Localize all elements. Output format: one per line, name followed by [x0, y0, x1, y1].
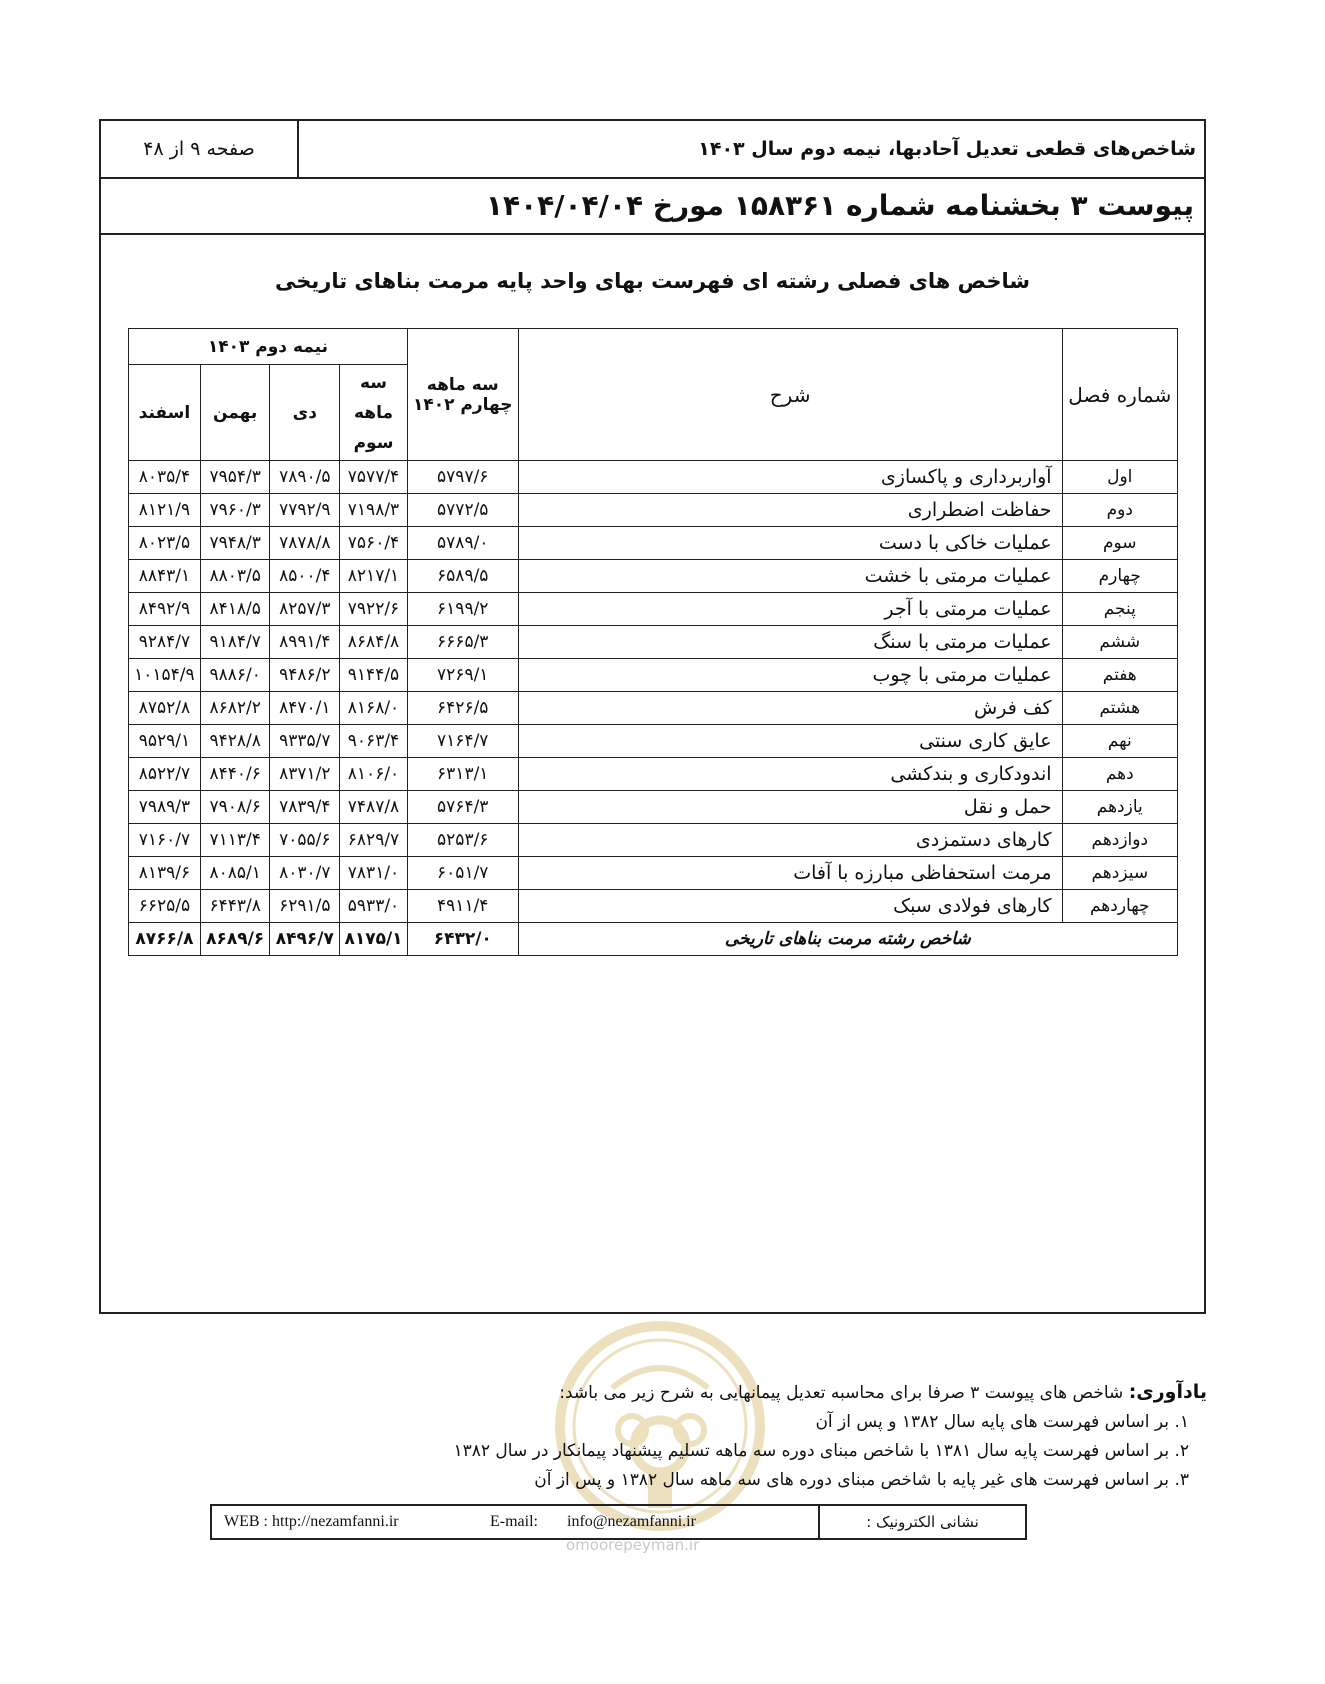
dey-cell: ۶۲۹۱/۵	[270, 890, 340, 923]
esfand-cell: ۸۱۳۹/۶	[129, 857, 201, 890]
esfand-cell: ۸۴۹۲/۹	[129, 593, 201, 626]
chapter-cell: پنجم	[1062, 593, 1177, 626]
reminder-lead	[207, 1378, 1207, 1408]
bahman-cell: ۶۴۴۳/۸	[200, 890, 270, 923]
esfand-cell: ۱۰۱۵۴/۹	[129, 659, 201, 692]
total-esfand-cell: ۸۷۶۶/۸	[129, 923, 201, 956]
dey-cell: ۸۴۷۰/۱	[270, 692, 340, 725]
reminder-item: ۱. بر اساس فهرست های پایه سال ۱۳۸۲ و پس از آن	[815, 1412, 1189, 1432]
chapter-cell: سیزدهم	[1062, 857, 1177, 890]
bahman-cell: ۷۹۰۸/۶	[200, 791, 270, 824]
q3-cell: ۷۵۷۷/۴	[340, 461, 408, 494]
esfand-cell: ۸۷۵۲/۸	[129, 692, 201, 725]
description-cell: حمل و نقل	[518, 791, 1062, 824]
description-cell: کارهای دستمزدی	[518, 824, 1062, 857]
q4-1402-cell: ۵۷۸۹/۰	[407, 527, 518, 560]
table-row	[129, 659, 1178, 692]
description-cell: اندودکاری و بندکشی	[518, 758, 1062, 791]
dey-cell: ۸۳۷۱/۲	[270, 758, 340, 791]
description-cell: حفاظت اضطراری	[518, 494, 1062, 527]
contact-footer	[210, 1504, 1027, 1540]
reminder-label: یادآوری:	[1128, 1381, 1207, 1403]
q3-cell: ۶۸۲۹/۷	[340, 824, 408, 857]
address-label: نشانی الکترونیک :	[866, 1513, 979, 1531]
dey-cell: ۷۸۳۹/۴	[270, 791, 340, 824]
dey-cell: ۹۴۸۶/۲	[270, 659, 340, 692]
q4-1402-cell: ۵۷۷۲/۵	[407, 494, 518, 527]
chapter-cell: ششم	[1062, 626, 1177, 659]
col-group-second-half-header: نیمه دوم ۱۴۰۳	[129, 329, 408, 365]
header-row	[101, 121, 1204, 179]
chapter-cell: چهاردهم	[1062, 890, 1177, 923]
bahman-cell: ۷۹۴۸/۳	[200, 527, 270, 560]
description-cell: عملیات مرمتی با چوب	[518, 659, 1062, 692]
description-cell: عایق کاری سنتی	[518, 725, 1062, 758]
chapter-cell: سوم	[1062, 527, 1177, 560]
bahman-cell: ۹۴۲۸/۸	[200, 725, 270, 758]
reminder-item: ۳. بر اساس فهرست های غیر پایه با شاخص مبنای دوره های سه ماهه سال ۱۳۸۲ و پس از آن	[534, 1470, 1189, 1490]
q4-1402-cell: ۷۲۶۹/۱	[407, 659, 518, 692]
esfand-cell: ۸۸۴۳/۱	[129, 560, 201, 593]
description-cell: عملیات مرمتی با آجر	[518, 593, 1062, 626]
table-row	[129, 791, 1178, 824]
chapter-cell: هفتم	[1062, 659, 1177, 692]
esfand-cell: ۷۱۶۰/۷	[129, 824, 201, 857]
bahman-cell: ۹۸۸۶/۰	[200, 659, 270, 692]
dey-cell: ۹۳۳۵/۷	[270, 725, 340, 758]
bahman-cell: ۷۱۱۳/۴	[200, 824, 270, 857]
bahman-cell: ۸۸۰۳/۵	[200, 560, 270, 593]
q3-cell: ۸۱۰۶/۰	[340, 758, 408, 791]
dey-cell: ۷۰۵۵/۶	[270, 824, 340, 857]
q3-cell: ۵۹۳۳/۰	[340, 890, 408, 923]
chapter-cell: هشتم	[1062, 692, 1177, 725]
table-row	[129, 593, 1178, 626]
description-cell: مرمت استحفاظی مبارزه با آفات	[518, 857, 1062, 890]
col-q3-header	[340, 365, 408, 461]
col-esfand-header: اسفند	[129, 365, 201, 461]
esfand-cell: ۸۵۲۲/۷	[129, 758, 201, 791]
col-q3-line2: ماهه	[353, 402, 393, 423]
q3-cell: ۸۱۶۸/۰	[340, 692, 408, 725]
col-q3-line3: سوم	[353, 432, 394, 453]
q3-cell: ۷۹۲۲/۶	[340, 593, 408, 626]
q3-cell: ۷۸۳۱/۰	[340, 857, 408, 890]
total-dey-cell: ۸۴۹۶/۷	[270, 923, 340, 956]
esfand-cell: ۹۵۲۹/۱	[129, 725, 201, 758]
table-row	[129, 758, 1178, 791]
q3-cell: ۷۴۸۷/۸	[340, 791, 408, 824]
reminder-item: ۲. بر اساس فهرست پایه سال ۱۳۸۱ با شاخص مبنای دوره سه ماهه تسلیم پیشنهاد پیمانکار در سال ۱۳۸۲	[453, 1441, 1189, 1461]
table-row	[129, 824, 1178, 857]
total-row	[129, 923, 1178, 956]
dey-cell: ۷۸۷۸/۸	[270, 527, 340, 560]
total-q3-cell: ۸۱۷۵/۱	[340, 923, 408, 956]
bahman-cell: ۸۴۱۸/۵	[200, 593, 270, 626]
page-number: صفحه ۹ از ۴۸	[101, 121, 299, 177]
table-row	[129, 560, 1178, 593]
q4-1402-cell: ۷۱۶۴/۷	[407, 725, 518, 758]
q4-1402-cell: ۴۹۱۱/۴	[407, 890, 518, 923]
email-link[interactable]: info@nezamfanni.ir	[567, 1513, 696, 1530]
total-q4-1402-cell: ۶۴۳۲/۰	[407, 923, 518, 956]
total-bahman-cell: ۸۶۸۹/۶	[200, 923, 270, 956]
dey-cell: ۸۹۹۱/۴	[270, 626, 340, 659]
bahman-cell: ۷۹۵۴/۳	[200, 461, 270, 494]
table-title: شاخص های فصلی رشته ای فهرست بهای واحد پایه مرمت بناهای تاریخی	[275, 269, 1030, 293]
description-cell: عملیات خاکی با دست	[518, 527, 1062, 560]
chapter-cell: اول	[1062, 461, 1177, 494]
q4-1402-cell: ۶۳۱۳/۱	[407, 758, 518, 791]
esfand-cell: ۶۶۲۵/۵	[129, 890, 201, 923]
table-body	[129, 461, 1178, 956]
table-header-row-1	[129, 329, 1178, 365]
q3-cell: ۹۱۴۴/۵	[340, 659, 408, 692]
q4-1402-cell: ۵۲۵۳/۶	[407, 824, 518, 857]
reminder-text: شاخص های پیوست ۳ صرفا برای محاسبه تعدیل پیمانهایی به شرح زیر می باشد:	[559, 1383, 1129, 1403]
col-dey-header: دی	[270, 365, 340, 461]
col-q4-1402-header	[407, 329, 518, 461]
bahman-cell: ۸۰۸۵/۱	[200, 857, 270, 890]
bahman-cell: ۸۴۴۰/۶	[200, 758, 270, 791]
chapter-cell: یازدهم	[1062, 791, 1177, 824]
q3-cell: ۷۵۶۰/۴	[340, 527, 408, 560]
description-cell: کف فرش	[518, 692, 1062, 725]
dey-cell: ۸۵۰۰/۴	[270, 560, 340, 593]
website-link[interactable]: WEB : http://nezamfanni.ir	[224, 1513, 399, 1530]
esfand-cell: ۷۹۸۹/۳	[129, 791, 201, 824]
q4-1402-cell: ۶۶۶۵/۳	[407, 626, 518, 659]
table-row	[129, 725, 1178, 758]
table-row	[129, 626, 1178, 659]
bahman-cell: ۹۱۸۴/۷	[200, 626, 270, 659]
annex-title: پیوست ۳ بخشنامه شماره ۱۵۸۳۶۱ مورخ ۱۴۰۴/۰۴/۰۴	[485, 189, 1194, 222]
dey-cell: ۸۰۳۰/۷	[270, 857, 340, 890]
reminder-section	[207, 1378, 1207, 1495]
chapter-cell: دوم	[1062, 494, 1177, 527]
description-cell: آواربرداری و پاکسازی	[518, 461, 1062, 494]
chapter-cell: دهم	[1062, 758, 1177, 791]
chapter-cell: نهم	[1062, 725, 1177, 758]
col-q4-1402-line2: چهارم ۱۴۰۲	[412, 394, 513, 415]
index-table	[128, 328, 1178, 956]
table-row	[129, 461, 1178, 494]
bahman-cell: ۸۶۸۲/۲	[200, 692, 270, 725]
q4-1402-cell: ۶۰۵۱/۷	[407, 857, 518, 890]
description-cell: عملیات مرمتی با خشت	[518, 560, 1062, 593]
col-q4-1402-line1: سه ماهه	[426, 374, 499, 395]
chapter-cell: دوازدهم	[1062, 824, 1177, 857]
col-q3-line1: سه	[359, 372, 388, 393]
q4-1402-cell: ۵۷۶۴/۳	[407, 791, 518, 824]
col-description-header: شرح	[518, 329, 1062, 461]
q4-1402-cell: ۶۱۹۹/۲	[407, 593, 518, 626]
description-cell: عملیات مرمتی با سنگ	[518, 626, 1062, 659]
q3-cell: ۸۶۸۴/۸	[340, 626, 408, 659]
esfand-cell: ۸۰۳۵/۴	[129, 461, 201, 494]
document-title: شاخص‌های قطعی تعدیل آحادبها، نیمه دوم سال ۱۴۰۳	[698, 138, 1196, 160]
dey-cell: ۷۷۹۲/۹	[270, 494, 340, 527]
col-bahman-header: بهمن	[200, 365, 270, 461]
total-description-cell: شاخص رشته مرمت بناهای تاریخی	[518, 923, 1177, 956]
q3-cell: ۸۲۱۷/۱	[340, 560, 408, 593]
table-row	[129, 857, 1178, 890]
table-row	[129, 692, 1178, 725]
annex-row	[101, 179, 1204, 235]
col-chapter-header: شماره فصل	[1062, 329, 1177, 461]
bahman-cell: ۷۹۶۰/۳	[200, 494, 270, 527]
contact-links-cell	[212, 1506, 820, 1538]
q3-cell: ۹۰۶۳/۴	[340, 725, 408, 758]
watermark-text: omoorepeyman.ir	[566, 1536, 700, 1554]
esfand-cell: ۸۰۲۳/۵	[129, 527, 201, 560]
q3-cell: ۷۱۹۸/۳	[340, 494, 408, 527]
q4-1402-cell: ۵۷۹۷/۶	[407, 461, 518, 494]
table-row	[129, 494, 1178, 527]
esfand-cell: ۸۱۲۱/۹	[129, 494, 201, 527]
table-row	[129, 890, 1178, 923]
dey-cell: ۷۸۹۰/۵	[270, 461, 340, 494]
chapter-cell: چهارم	[1062, 560, 1177, 593]
table-row	[129, 527, 1178, 560]
esfand-cell: ۹۲۸۴/۷	[129, 626, 201, 659]
description-cell: کارهای فولادی سبک	[518, 890, 1062, 923]
q4-1402-cell: ۶۴۲۶/۵	[407, 692, 518, 725]
email-label: E-mail:	[490, 1513, 538, 1530]
document-frame	[99, 119, 1206, 1314]
dey-cell: ۸۲۵۷/۳	[270, 593, 340, 626]
q4-1402-cell: ۶۵۸۹/۵	[407, 560, 518, 593]
